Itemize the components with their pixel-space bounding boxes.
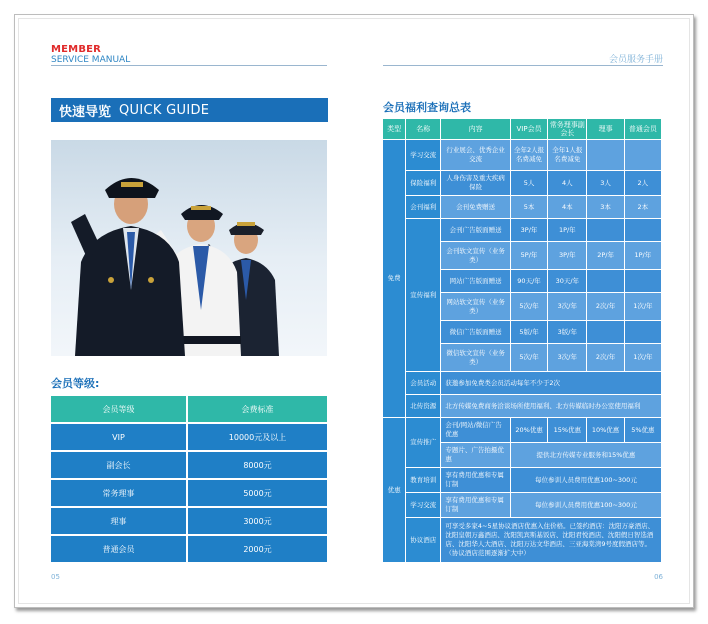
- row-vip: 5P/年: [511, 242, 547, 269]
- table-row: [383, 140, 661, 170]
- header-divider: [51, 65, 327, 66]
- row-content: 会刊免费赠送: [441, 196, 510, 218]
- row-content: 微信广告版面赠送: [441, 321, 510, 343]
- row-executive: 30天/年: [548, 270, 586, 292]
- level-fee: 5000元: [188, 480, 327, 506]
- table-row: [383, 196, 661, 218]
- page-number-left: 05: [51, 573, 60, 581]
- row-content: 微信软文宣传（业务类）: [441, 344, 510, 371]
- table-row: [383, 219, 661, 241]
- row-regular: 1次/年: [625, 344, 661, 371]
- table-row: [51, 536, 327, 562]
- row-director: 2P/年: [587, 242, 623, 269]
- row-content: 专题片、广告拍摄优惠: [441, 443, 510, 467]
- row-vip: 3P/年: [511, 219, 547, 241]
- header-type: 类型: [383, 119, 405, 139]
- level-name: VIP: [51, 424, 188, 450]
- row-name: 学习交流: [406, 140, 440, 170]
- table-row: [383, 493, 661, 517]
- group-discount: 优惠: [383, 418, 405, 562]
- benefits-header-row: [383, 119, 661, 139]
- row-offer: 每位参训人员费用优惠100~300元: [511, 468, 661, 492]
- row-executive: 3P/年: [548, 242, 586, 269]
- member-levels-title: 会员等级:: [51, 377, 100, 390]
- level-fee: 8000元: [188, 452, 327, 478]
- benefits-table: [382, 118, 662, 563]
- row-content: 会刊/网站/微信广告优惠: [441, 418, 510, 442]
- row-content: 行业展会、优秀企业交流: [441, 140, 510, 170]
- table-row: [383, 468, 661, 492]
- left-page: [15, 15, 355, 607]
- row-vip: 5版/年: [511, 321, 547, 343]
- table-row: [383, 518, 661, 562]
- guard-front: [71, 178, 185, 356]
- header-executive: 常务理事副会长: [549, 120, 585, 137]
- row-director: [587, 321, 623, 343]
- row-name: 协议酒店: [406, 518, 440, 562]
- row-name: 宣传推广: [406, 418, 440, 467]
- level-fee: 2000元: [188, 536, 327, 562]
- row-director: 3人: [587, 171, 623, 195]
- row-vip: 20%优惠: [511, 418, 547, 442]
- table-row: [383, 372, 661, 394]
- row-content: 网站软文宣传（业务类）: [441, 293, 510, 320]
- row-director: [587, 140, 623, 170]
- page-number-right: 06: [654, 573, 663, 581]
- guards-illustration: [51, 140, 327, 356]
- row-executive: 3次/年: [548, 344, 586, 371]
- level-name: 副会长: [51, 452, 188, 478]
- right-page: [355, 15, 693, 607]
- row-name: 学习交流: [406, 493, 440, 517]
- row-content: 网站广告版面赠送: [441, 270, 510, 292]
- table-row: [51, 480, 327, 506]
- level-fee: 3000元: [188, 508, 327, 534]
- row-executive: 全年1人报名费减免: [548, 140, 586, 170]
- row-vip: 5次/年: [511, 344, 547, 371]
- level-name: 普通会员: [51, 536, 188, 562]
- row-vip: 5本: [511, 196, 547, 218]
- header-vip: VIP会员: [511, 119, 547, 139]
- row-executive: 1P/年: [548, 219, 586, 241]
- levels-header-row: [51, 396, 327, 422]
- level-fee: 10000元及以上: [188, 424, 327, 450]
- row-executive: 4本: [548, 196, 586, 218]
- group-free: 免费: [383, 140, 405, 417]
- brand-logo: [51, 45, 130, 65]
- row-executive: 4人: [548, 171, 586, 195]
- row-name: 宣传福利: [406, 219, 440, 371]
- row-director: 2次/年: [587, 293, 623, 320]
- row-regular: 1P/年: [625, 242, 661, 269]
- row-regular: 2本: [625, 196, 661, 218]
- row-content: 享有费用优惠和专属订制: [441, 468, 510, 492]
- quick-guide-en: QUICK GUIDE: [119, 102, 210, 118]
- row-vip: 5人: [511, 171, 547, 195]
- row-content: 获邀参加免费类会员活动每年不少于2次: [441, 372, 661, 394]
- table-row: [51, 452, 327, 478]
- table-row: [383, 171, 661, 195]
- row-name: 会刊福利: [406, 196, 440, 218]
- levels-header-fee: 会费标准: [188, 396, 327, 422]
- header-regular: 普通会员: [625, 119, 661, 139]
- benefits-table-title: 会员福利查询总表: [383, 101, 471, 114]
- quick-guide-cn: 快速导览: [59, 104, 112, 120]
- row-director: 2次/年: [587, 344, 623, 371]
- manual-header: 会员服务手册: [608, 55, 663, 65]
- row-executive: 15%优惠: [548, 418, 586, 442]
- table-row: [383, 418, 661, 442]
- levels-header-level: 会员等级: [51, 396, 188, 422]
- row-name: 保险福利: [406, 171, 440, 195]
- row-content: 可享受多家4~5星协议酒店优惠入住价格。已签约酒店：沈阳万豪酒店、沈阳皇朝万鑫酒店、沈阳凯宾斯基饭店、沈阳君悦酒店、沈阳假日智选酒店、沈阳华人大酒店、沈阳万达文华酒店、三亚海棠湾9号度假酒店等。（协议酒店范围逐渐扩大中）: [441, 518, 661, 562]
- row-vip: 全年2人报名费减免: [511, 140, 547, 170]
- header-divider: [383, 65, 663, 66]
- row-vip: 5次/年: [511, 293, 547, 320]
- brochure-frame: [14, 14, 694, 608]
- row-name: 会员活动: [406, 372, 440, 394]
- level-name: 常务理事: [51, 480, 188, 506]
- row-regular: 2人: [625, 171, 661, 195]
- row-regular: [625, 219, 661, 241]
- brand-member: MEMBER: [51, 44, 102, 55]
- row-name: 教育培训: [406, 468, 440, 492]
- table-row: [51, 424, 327, 450]
- row-content: 北方传媒免费商务洽谈场所使用福利、北方传媒临时办公室使用福利: [441, 395, 661, 417]
- row-regular: 1次/年: [625, 293, 661, 320]
- row-regular: [625, 321, 661, 343]
- header-director: 理事: [587, 119, 623, 139]
- row-vip: 90天/年: [511, 270, 547, 292]
- level-name: 理事: [51, 508, 188, 534]
- brand-service-manual: SERVICE MANUAL: [51, 55, 131, 65]
- row-executive: 3次/年: [548, 293, 586, 320]
- row-name: 北传资源: [406, 395, 440, 417]
- header-content: 内容: [441, 119, 510, 139]
- row-content: 人身伤害及重大疾病保险: [441, 171, 510, 195]
- table-row: [51, 508, 327, 534]
- quick-guide-bar: [51, 98, 328, 122]
- row-director: [587, 270, 623, 292]
- header-name: 名称: [406, 119, 440, 139]
- row-content: 会刊软文宣传（业务类）: [441, 242, 510, 269]
- row-regular: [625, 270, 661, 292]
- table-row: [383, 395, 661, 417]
- row-director: [587, 219, 623, 241]
- row-content: 享有费用优惠和专属订制: [441, 493, 510, 517]
- member-levels-table: [51, 394, 327, 564]
- row-director: 10%优惠: [587, 418, 623, 442]
- security-guards-photo: [51, 140, 327, 356]
- row-executive: 3版/年: [548, 321, 586, 343]
- row-offer: 每位参训人员费用优惠100~300元: [511, 493, 661, 517]
- row-offer: 提供北方传媒专业服务和15%优惠: [511, 443, 661, 467]
- row-director: 3本: [587, 196, 623, 218]
- row-content: 会刊广告版面赠送: [441, 219, 510, 241]
- row-regular: 5%优惠: [625, 418, 661, 442]
- row-regular: [625, 140, 661, 170]
